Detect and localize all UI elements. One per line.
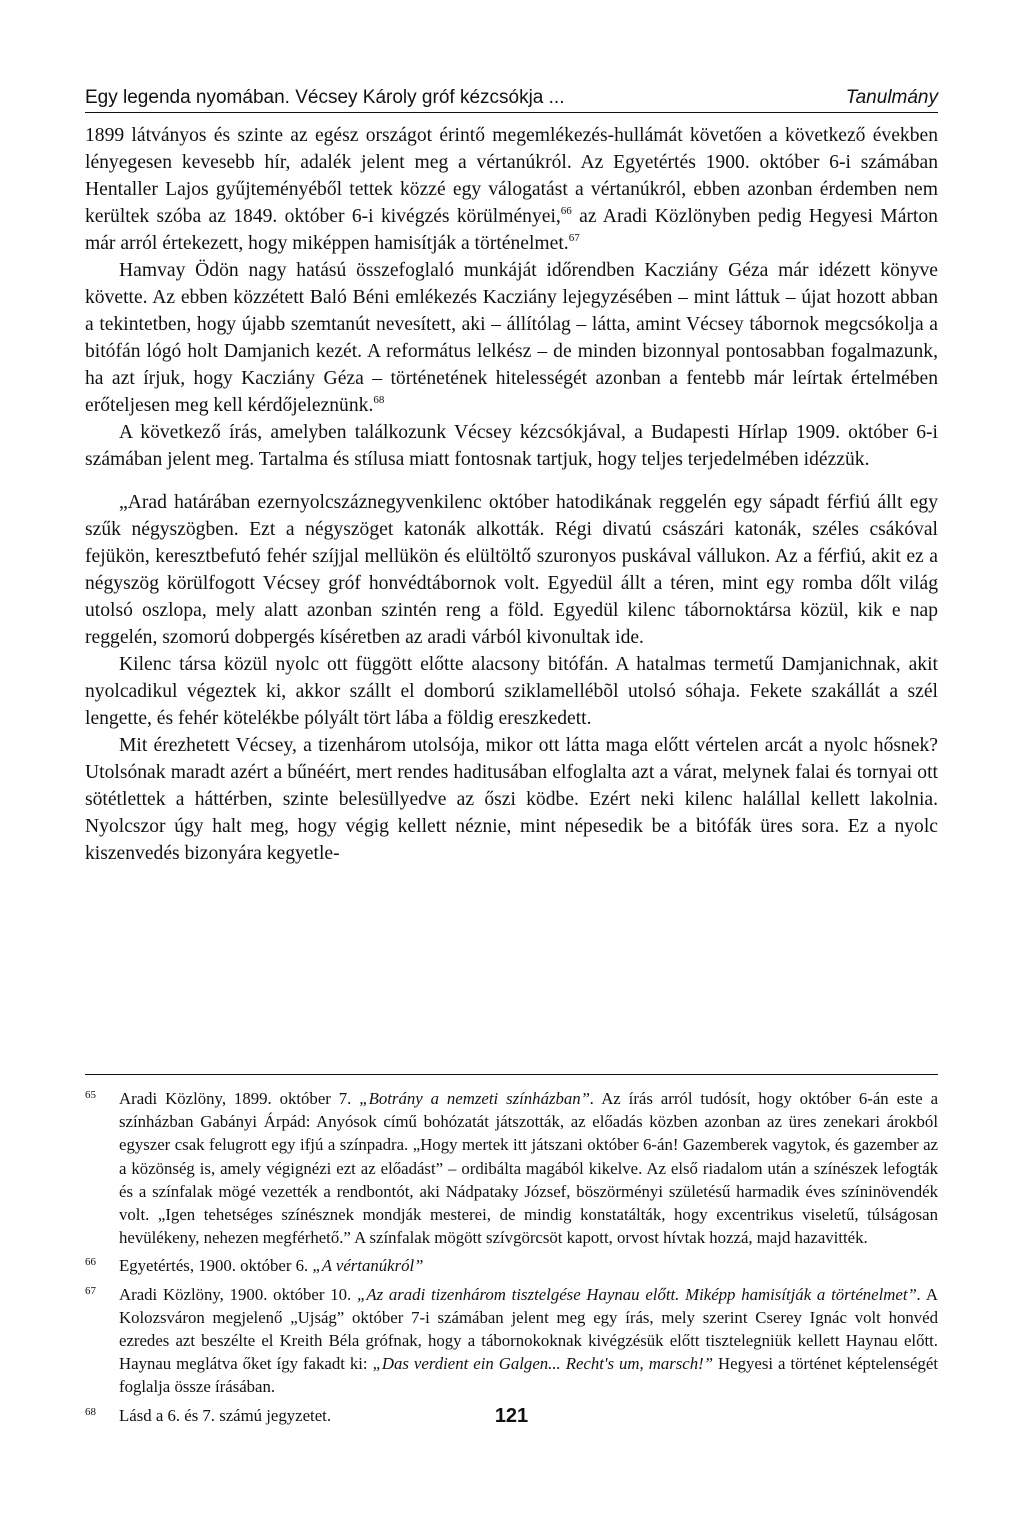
footnote-number: 66 <box>85 1256 96 1269</box>
paragraph-text: A következő írás, amelyben találkozunk Vécsey kézcsókjával, a Budapesti Hírlap 1909. október 6-i számában jelent meg. Tartalma és stílusa miatt fontosnak tartjuk, hogy teljes terjedelmében idézzük. <box>85 422 938 470</box>
footnote-text: Hegyesi a történet képtelenségét foglalja össze írásában. <box>119 1354 939 1397</box>
footnote-text: Lásd a 6. és 7. számú jegyzetet. <box>119 1405 332 1425</box>
footnote-text: Aradi Közlöny, 1900. október 10. <box>119 1284 357 1304</box>
footnote-ref: 66 <box>560 205 572 217</box>
footnote-number: 65 <box>85 1089 96 1101</box>
paragraph-text: Mit érezhetett Vécsey, a tizenhárom utolsója, mikor ott látta maga előtt vértelen arcát a nyolc hősnek? Utolsónak maradt azért a bűnéért, mert rendes haditusában elfoglalta azt a várat, melynek falai és tornyai ott sötétlettek a háttérben, szinte belesüllyedve az őszi ködbe. Ezért neki kilenc halállal kellett lakolnia. Nyolcszor úgy halt meg, hogy végig kellett néznie, mint népesedik be a bitófák üres sora. Ez a nyolc kiszenvedés bizonyára kegyetle- <box>85 735 938 864</box>
page-number: 121 <box>494 1405 529 1427</box>
footnote <box>85 1254 938 1277</box>
paragraph <box>85 419 938 473</box>
footnote <box>85 1087 938 1249</box>
paragraph-text: Hamvay Ödön nagy hatású összefoglaló munkáját időrendben Kacziány Géza már idézett könyve követte. Az ebben közzétett Baló Béni emlékezés Kacziány lejegyzésében – mint láttuk – újat hozott abban a tekintetben, hogy újabb szemtanút nevesített, aki – állítólag – látta, amint Vécsey tábornok megcsókolja a bitófán lógó holt Damjanich kezét. A református lelkész – de minden bizonnyal pontosabban fogalmazunk, ha azt írjuk, hogy Kacziány Géza – történetének hitelességét azonban a fentebb már leírtak értelmében erőteljesen meg kell kérdőjeleznünk. <box>85 260 938 416</box>
footnote-number: 67 <box>85 1284 96 1297</box>
footnote-title: „A vértanúkról” <box>312 1256 424 1276</box>
quoted-paragraph <box>85 732 938 867</box>
footnotes <box>85 1087 938 1432</box>
paragraph-text: „Arad határában ezernyolcszáznegyvenkilenc október hatodikának reggelén egy sápadt férfiú állt egy szűk négyszögben. Ezt a négyszöget katonák alkották. Régi divatú császári katonák, széles csákóval fejükön, keresztbefutó fehér szíjjal mellükön és elültöltő szuronyos puskával vállukon. Az a férfiú, akit ez a négyszög körülfogott Vécsey gróf honvédtábornok volt. Egyedül állt a téren, mint egy romba dőlt világ utolsó oszlopa, mely alatt azonban szintén reng a föld. Egyedül kilenc tábornoktársa közül, kik e nap reggelén, szomorú dobpergés kíséretben az aradi várból kivonultak ide. <box>85 492 938 648</box>
footnote-number: 68 <box>85 1405 96 1418</box>
quoted-paragraph <box>85 489 938 651</box>
paragraph-text: az Aradi Közlönyben pedig Hegyesi Márton már arról értekezett, hogy miképpen hamisítják a történelmet. <box>85 206 938 254</box>
paragraph-text: Kilenc társa közül nyolc ott függött előtte alacsony bitófán. A hatalmas termetű Damjanichnak, akit nyolcadikul végeztek ki, akkor szállt el domború sziklamellébõl utolsó sóhaja. Fekete szakállát a szél lengette, és fehér kötelékbe pólyált tört lába a földig ereszkedett. <box>85 654 938 729</box>
running-header <box>85 86 938 113</box>
footnote-ref: 67 <box>568 232 580 244</box>
paragraph-text: 1899 látványos és szinte az egész országot érintő megemlékezés-hullámát követően a következő években lényegesen kevesebb hír, adalék jelent meg a vértanúkról. Az Egyetértés 1900. október 6-i számában Hentaller Lajos gyűjteményéből tettek közzé egy válogatást a vértanúkról, ebben azonban érdemben nem kerültek szóba az 1849. október 6-i kivégzés körülményei, <box>85 125 938 227</box>
paragraph <box>85 122 938 257</box>
footnote-ref: 68 <box>373 394 385 406</box>
header-title: Egy legenda nyomában. Vécsey Károly gróf kézcsókja ... <box>85 87 565 108</box>
footnote-title: „Az aradi tizenhárom tisztelgése Haynau előtt. Miképp hamisítják a történelmet”. <box>356 1284 922 1304</box>
footnote-text: A Kolozsváron megjelenő „Ujság” október 7-i számában jelent meg egy írás, mely szerint Cserey Ignác volt honvéd ezredes azt beszélte el Kreith Béla grófnak, hogy a tábornokoknak kivégzésük előtt tisztelegniük kellett Haynau előtt. Haynau meglátva őket így fakadt ki: <box>119 1284 939 1374</box>
footnote-title: „Botrány a nemzeti színházban”. <box>359 1089 595 1108</box>
footnote-text: Egyetértés, 1900. október 6. <box>119 1256 313 1276</box>
footnote <box>85 1283 938 1399</box>
footnote-divider <box>85 1074 938 1075</box>
footnote-text: Az írás arról tudósít, hogy október 6-án este a színházban Gabányi Árpád: Anyósok című bohózatát játszották, az előadás közben azonban az üres zenekari árokból egyszer csak felugrott egy ifjú a színpadra. „Hogy mertek itt játszani október 6-án! Gazemberek vagytok, és gazember az a közönség is, amely végignézi ezt az előadást” – ordibálta magából kikelve. Az első riadalom után a színészek lefogták és a színfalak mögé vezették a rendbontót, aki Nádpataky József, böszörményi születésű harmadik éves színinövendék volt. „Igen tehetséges színésznek mondják mesterei, de mindig konstatálták, hogy excentrikus viseletű, túlságosan hevülékeny, nehezen megférhető.” A színfalak mögött szívgörcsöt kapott, orvost hívtak hozzá, majd hazavitték. <box>119 1089 939 1248</box>
quoted-paragraph <box>85 651 938 732</box>
main-text <box>85 122 938 867</box>
footnote-quote: „Das verdient ein Galgen... Recht's um, marsch!” <box>372 1354 714 1374</box>
paragraph <box>85 257 938 419</box>
header-section: Tanulmány <box>845 87 938 108</box>
footnote-text: Aradi Közlöny, 1899. október 7. <box>119 1089 360 1108</box>
